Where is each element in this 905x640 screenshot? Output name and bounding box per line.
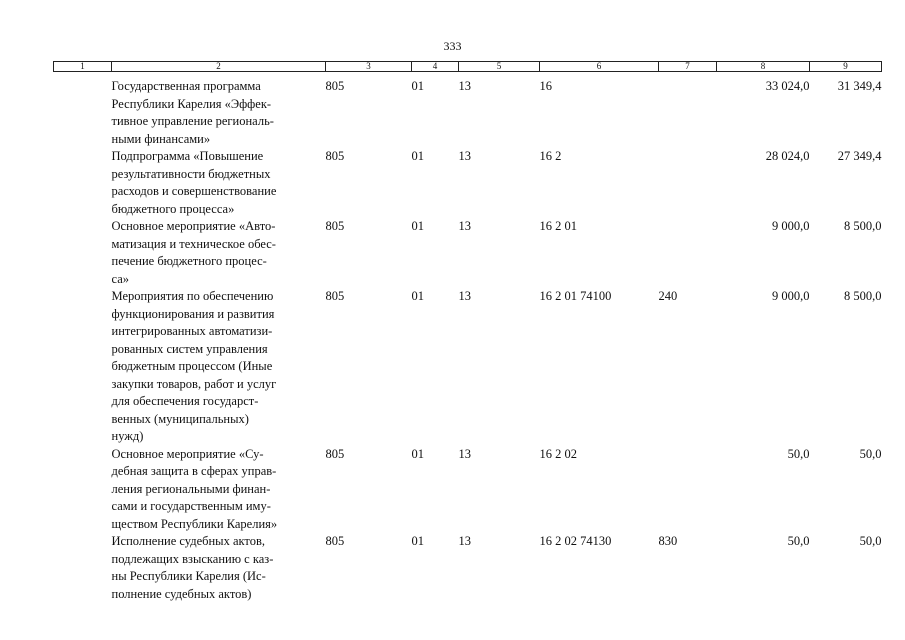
cell-sum-2: 31 349,4 [837,79,882,93]
cell-pr: 13 [458,534,471,548]
description-line: ществом Республики Карелия» [111,516,278,531]
cell-description [112,218,326,288]
table-row [54,533,882,603]
table-row [54,446,882,534]
description-line: для обеспечения государст- [111,394,259,408]
cell-sum-1: 9 000,0 [772,219,810,233]
description-line: ления региональными финан- [111,481,271,496]
cell-rz: 01 [411,534,424,548]
cell-col1 [54,288,112,446]
cell-col1 [54,72,112,149]
cell-description [112,288,326,446]
cell-csr: 16 [539,79,552,93]
cell-csr: 16 2 01 [539,219,577,233]
cell-col1 [54,148,112,218]
description-line: печение бюджетного процес- [111,254,267,268]
cell-sum-1: 50,0 [787,534,810,548]
cell-vr: 240 [658,289,678,303]
cell-pr: 13 [458,149,471,163]
cell-sum-1: 33 024,0 [765,79,810,93]
description-line: рованных систем управления [111,341,268,356]
description-line: ны Республики Карелия (Ис- [111,569,266,583]
cell-pr: 13 [458,289,471,303]
cell-pr: 13 [458,446,471,461]
cell-description [112,446,326,534]
cell-vr [659,72,717,149]
cell-sum-2: 27 349,4 [837,149,882,163]
description-line: расходов и совершенствование [111,184,277,198]
table-row [54,148,882,218]
cell-rz: 01 [411,149,424,163]
table-row [54,218,882,288]
description-line: функционирования и развития [111,306,275,321]
description-line: результативности бюджетных [111,166,271,181]
cell-csr: 16 2 [539,149,562,163]
cell-gr: 805 [325,79,345,93]
description-line: сами и государственным иму- [111,499,271,513]
description-line: Республики Карелия «Эффек- [111,96,272,111]
description-line: венных (муниципальных) [111,411,249,426]
cell-gr: 805 [325,149,345,163]
description-line: Исполнение судебных актов, [111,534,265,548]
description-line: Основное мероприятие «Авто- [111,219,276,233]
cell-rz: 01 [411,219,424,233]
column-number-header [54,62,882,72]
description-line: бюджетного процесса» [111,201,235,216]
cell-gr: 805 [325,446,345,461]
cell-vr [659,446,717,534]
cell-col1 [54,533,112,603]
cell-gr: 805 [325,219,345,233]
cell-col1 [54,218,112,288]
description-line: подлежащих взысканию с каз- [111,551,274,566]
column-header: 5 [459,62,540,72]
table-row [54,288,882,446]
cell-sum-2: 50,0 [859,446,882,461]
column-header: 1 [54,62,112,72]
column-header: 3 [326,62,412,72]
cell-vr [659,218,717,288]
description-line: закупки товаров, работ и услуг [111,376,277,391]
cell-sum-1: 50,0 [787,446,810,461]
description-line: ными финансами» [111,131,211,146]
cell-rz: 01 [411,289,424,303]
cell-sum-1: 28 024,0 [765,149,810,163]
description-line: Мероприятия по обеспечению [111,289,274,303]
cell-pr: 13 [458,219,471,233]
table-row [54,72,882,149]
column-header: 7 [659,62,717,72]
cell-sum-2: 8 500,0 [844,289,882,303]
page-number: 333 [443,39,462,53]
description-line: дебная защита в сферах управ- [111,464,277,478]
description-line: матизация и техническое обес- [111,236,276,251]
column-header: 6 [540,62,659,72]
description-line: Основное мероприятие «Су- [111,446,264,461]
table-body [54,72,882,604]
cell-csr: 16 2 02 [539,446,577,461]
cell-sum-2: 50,0 [859,534,882,548]
cell-rz: 01 [411,446,424,461]
cell-col1 [54,446,112,534]
description-line: нужд) [111,429,144,443]
description-line: бюджетным процессом (Иные [111,359,273,373]
cell-description [112,72,326,149]
column-header: 4 [412,62,459,72]
description-line: полнение судебных актов) [111,586,252,601]
cell-description [112,148,326,218]
description-line: тивное управление региональ- [111,114,274,128]
cell-sum-1: 9 000,0 [772,289,810,303]
column-header: 9 [810,62,882,72]
cell-sum-2: 8 500,0 [844,219,882,233]
column-header: 8 [717,62,810,72]
cell-gr: 805 [325,289,345,303]
description-line: са» [111,271,129,286]
description-line: Подпрограмма «Повышение [111,149,264,163]
cell-description [112,533,326,603]
cell-vr [659,148,717,218]
cell-rz: 01 [411,79,424,93]
description-line: Государственная программа [111,79,261,93]
description-line: интегрированных автоматизи- [111,324,273,338]
cell-pr: 13 [458,79,471,93]
budget-table [53,61,882,603]
cell-vr: 830 [658,534,678,548]
cell-csr: 16 2 01 74100 [539,289,612,303]
cell-gr: 805 [325,534,345,548]
column-header: 2 [112,62,326,72]
cell-csr: 16 2 02 74130 [539,534,612,548]
